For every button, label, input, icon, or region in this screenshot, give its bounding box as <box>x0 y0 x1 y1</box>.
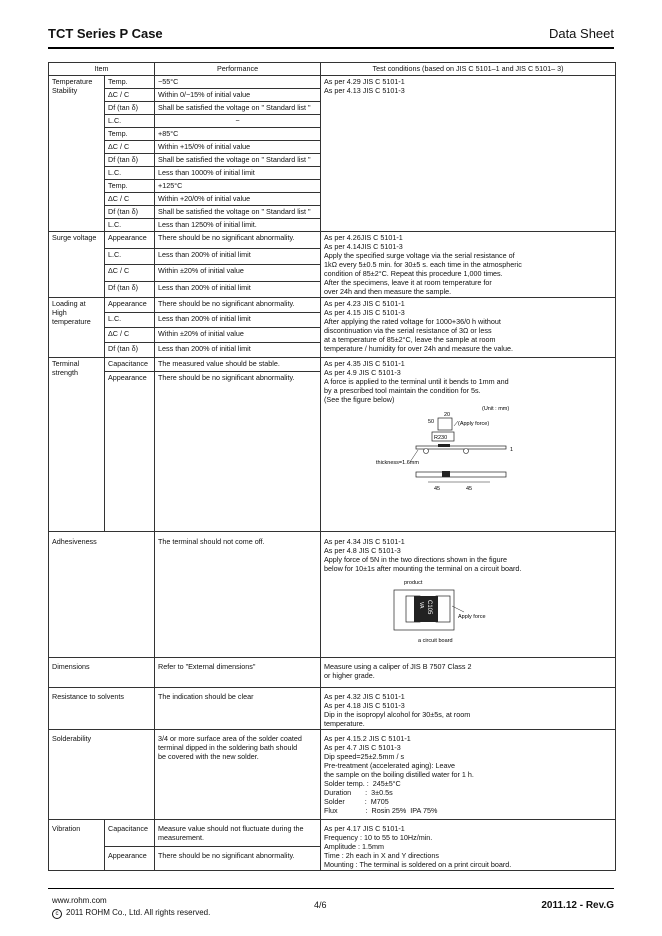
table-cell: L.C. <box>105 219 155 232</box>
fig-20: 20 <box>444 412 451 418</box>
temp-item: Temperature Stability <box>49 76 105 232</box>
table-cell: The measured value should be stable. <box>155 358 321 372</box>
table-cell: Less than 1250% of initial limit. <box>155 219 321 232</box>
temp-cond: As per 4.29 JIS C 5101-1 As per 4.13 JIS C 5101-3 <box>321 76 616 232</box>
table-cell: Within ±20% of initial value <box>155 265 321 282</box>
table-cell: ΔC / C <box>105 141 155 154</box>
board-bottom <box>416 472 506 477</box>
footer-copyright <box>52 908 210 919</box>
support-right <box>464 449 469 454</box>
fig-chip-va: VA <box>418 602 425 609</box>
table-cell: Within +20/0% of initial value <box>155 193 321 206</box>
table-cell: Df (tan δ) <box>105 281 155 298</box>
solder-item: Solderability <box>49 730 155 820</box>
table-cell: Capacitance <box>105 358 155 372</box>
copyright-text: 2011 ROHM Co., Ltd. All rights reserved. <box>66 908 211 917</box>
table-cell: +125°C <box>155 180 321 193</box>
table-cell: ΔC / C <box>105 89 155 102</box>
table-cell: +85°C <box>155 128 321 141</box>
fig-r230: R230 <box>434 435 448 441</box>
terminal-cond: As per 4.35 JIS C 5101-1 As per 4.9 JIS C 5101-3 A force is applied to the terminal until it bends to 1mm and by a prescribed tool maintain the condition for 5s. (See the figure below) (Unit : mm) 20 50 (Apply force) R230 1 thickness=1.6mm 45 45 <box>321 358 616 532</box>
table-cell: Within +15/0% of initial value <box>155 141 321 154</box>
table-cell: Less than 1000% of initial limit <box>155 167 321 180</box>
chip <box>438 444 450 447</box>
table-header-row <box>49 63 616 76</box>
press-tool <box>438 418 452 430</box>
copyright-icon: c <box>52 909 62 919</box>
fig-apply-force: Apply force <box>458 614 486 620</box>
table-cell: There should be no significant abnormality. <box>155 846 321 870</box>
table-cell: Within ±20% of initial value <box>155 328 321 343</box>
revision: 2011.12 - Rev.G <box>541 900 614 911</box>
table-cell: Appearance <box>105 372 155 532</box>
table-cell: Shall be satisfied the voltage on " Standard list " <box>155 206 321 219</box>
table-cell: L.C. <box>105 115 155 128</box>
table-cell: There should be no significant abnormality. <box>155 232 321 249</box>
table-cell: − <box>155 115 321 128</box>
table-cell: Less than 200% of initial limit <box>155 313 321 328</box>
table-cell: Df (tan δ) <box>105 343 155 358</box>
fig-45a: 45 <box>434 486 441 492</box>
table-cell: ΔC / C <box>105 265 155 282</box>
footer-rule <box>48 888 614 889</box>
table-cell: Temp. <box>105 76 155 89</box>
table-cell: ΔC / C <box>105 328 155 343</box>
solvent-cond: As per 4.32 JIS C 5101-1 As per 4.18 JIS C 5101-3 Dip in the isopropyl alcohol for 30±5s, at room temperature. <box>321 688 616 730</box>
dimensions-cond: Measure using a caliper of JIS B 7507 Class 2 or higher grade. <box>321 658 616 688</box>
test-board <box>416 446 506 449</box>
vibration-cond: As per 4.17 JIS C 5101-1 Frequency : 10 to 55 to 10Hz/min. Amplitude : 1.5mm Time : 2h each in X and Y directions Mounting : The terminal is soldered on a print circuit board. <box>321 820 616 871</box>
bend-test-figure <box>374 404 534 500</box>
table-cell: Less than 200% of initial limit <box>155 343 321 358</box>
loading-cond: As per 4.23 JIS C 5101-1 As per 4.15 JIS C 5101-3 After applying the rated voltage for 1000+36/0 h without discontinuation via the serial resistance of 3Ω or less at a temperature of 85±2°C, leave the sample at room temperature / humidity for over 24h and measure the value. <box>321 298 616 358</box>
surge-item: Surge voltage <box>49 232 105 298</box>
table-cell: Measure value should not fluctuate during the measurement. <box>155 820 321 847</box>
table-cell: L.C. <box>105 313 155 328</box>
vibration-item: Vibration <box>49 820 105 871</box>
terminal-item: Terminal strength <box>49 358 105 532</box>
fig-1: 1 <box>510 447 514 453</box>
table-cell: Shall be satisfied the voltage on " Standard list " <box>155 102 321 115</box>
fig-thickness: thickness=1.6mm <box>376 460 419 466</box>
table-cell: Temp. <box>105 128 155 141</box>
doc-title: TCT Series P Case <box>48 26 163 41</box>
table-cell: Appearance <box>105 232 155 249</box>
table-cell: −55°C <box>155 76 321 89</box>
support-left <box>424 449 429 454</box>
adhesive-perf: The terminal should not come off. <box>155 532 321 658</box>
footer-url[interactable]: www.rohm.com <box>52 896 107 905</box>
header-rule <box>48 47 614 49</box>
col-item: Item <box>49 63 155 76</box>
solder-perf: 3/4 or more surface area of the solder coated terminal dipped in the soldering bath should be covered with the new solder. <box>155 730 321 820</box>
adhesion-figure <box>368 576 508 646</box>
spec-table <box>48 62 616 871</box>
table-cell: L.C. <box>105 167 155 180</box>
table-cell: Df (tan δ) <box>105 102 155 115</box>
fig-chip-code: C105 <box>426 600 433 615</box>
table-cell: Df (tan δ) <box>105 154 155 167</box>
table-cell: L.C. <box>105 248 155 265</box>
table-cell: Capacitance <box>105 820 155 847</box>
col-test: Test conditions (based on JIS C 5101–1 and JIS C 5101– 3) <box>321 63 616 76</box>
fig-board: a circuit board <box>418 638 453 644</box>
table-cell: Less than 200% of initial limit <box>155 248 321 265</box>
col-performance: Performance <box>155 63 321 76</box>
fig-unit: (Unit : mm) <box>482 406 510 412</box>
table-cell: ΔC / C <box>105 193 155 206</box>
adhesive-item: Adhesiveness <box>49 532 155 658</box>
dimensions-perf: Refer to "External dimensions" <box>155 658 321 688</box>
pad-right <box>436 596 450 622</box>
fig-45b: 45 <box>466 486 473 492</box>
page-header <box>48 26 614 46</box>
fig-product: product <box>404 580 423 586</box>
fig-50: 50 <box>428 419 435 425</box>
loading-item: Loading at High temperature <box>49 298 105 358</box>
chip-bottom <box>442 471 450 477</box>
dimensions-item: Dimensions <box>49 658 155 688</box>
doc-type: Data Sheet <box>548 26 614 41</box>
solvent-item: Resistance to solvents <box>49 688 155 730</box>
table-cell: Within 0/−15% of initial value <box>155 89 321 102</box>
fig-apply: (Apply force) <box>458 421 490 427</box>
adhesive-cond: As per 4.34 JIS C 5101-1 As per 4.8 JIS C 5101-3 Apply force of 5N in the two directions shown in the figure below for 10±1s after mounting the terminal on a circuit board. product C105 VA Apply force a circuit board <box>321 532 616 658</box>
table-cell: There should be no significant abnormality. <box>155 298 321 313</box>
table-cell: Appearance <box>105 298 155 313</box>
page-number: 4/6 <box>314 900 327 910</box>
solvent-perf: The indication should be clear <box>155 688 321 730</box>
table-cell: Df (tan δ) <box>105 206 155 219</box>
product-chip <box>414 596 438 622</box>
table-cell: There should be no significant abnormality. <box>155 372 321 532</box>
table-cell: Appearance <box>105 846 155 870</box>
table-cell: Less than 200% of initial limit <box>155 281 321 298</box>
solder-cond: As per 4.15.2 JIS C 5101-1 As per 4.7 JIS C 5101-3 Dip speed=25±2.5mm / s Pre-treatment (accelerated aging): Leave the sample on the boiling distilled water for 1 h. Solder temp. : 245±5°C Duration : 3±0.5s Solder : M705 Flux : Rosin 25% IPA 75% <box>321 730 616 820</box>
table-cell: Shall be satisfied the voltage on " Standard list " <box>155 154 321 167</box>
table-cell: Temp. <box>105 180 155 193</box>
surge-cond: As per 4.26JIS C 5101-1 As per 4.14JIS C 5101-3 Apply the specified surge voltage via the serial resistance of 1kΩ every 5±0.5 min. for 30±5 s. each time in the atmospheric condition of 85±2°C. Repeat this procedure 1,000 times. After the specimens, leave it at room temperature for over 24h and then measure the sample. <box>321 232 616 298</box>
